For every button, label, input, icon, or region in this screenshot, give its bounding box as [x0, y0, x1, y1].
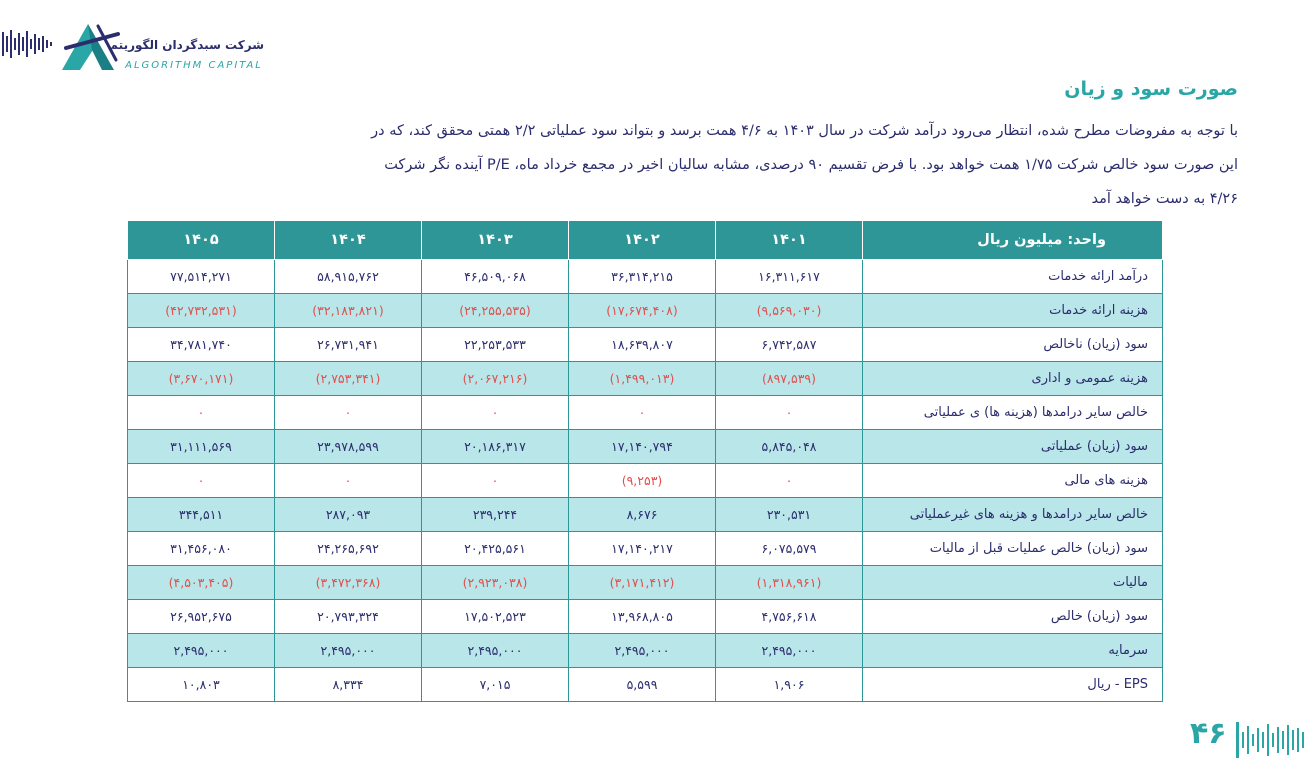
table-cell: ۱,۹۰۶ — [716, 668, 863, 702]
row-label: سود (زیان) عملیاتی — [863, 430, 1163, 464]
row-label: هزینه ارائه خدمات — [863, 294, 1163, 328]
table-cell: ۲,۴۹۵,۰۰۰ — [422, 634, 569, 668]
table-cell: (۲,۰۶۷,۲۱۶) — [422, 362, 569, 396]
table-cell: ۳۱,۱۱۱,۵۶۹ — [128, 430, 275, 464]
table-cell: (۲۴,۲۵۵,۵۳۵) — [422, 294, 569, 328]
table-cell: (۳,۶۷۰,۱۷۱) — [128, 362, 275, 396]
row-label: خالص سایر درامدها (هزینه ها) ی عملیاتی — [863, 396, 1163, 430]
table-cell: ۴۶,۵۰۹,۰۶۸ — [422, 260, 569, 294]
waveform-bars-icon — [1236, 718, 1308, 762]
table-cell: ۲۶,۹۵۲,۶۷۵ — [128, 600, 275, 634]
table-cell: ۲۰,۱۸۶,۳۱۷ — [422, 430, 569, 464]
table-cell: ۲۶,۷۳۱,۹۴۱ — [275, 328, 422, 362]
table-cell: ۴,۷۵۶,۶۱۸ — [716, 600, 863, 634]
table-cell: (۸۹۷,۵۳۹) — [716, 362, 863, 396]
table-cell: ۰ — [275, 464, 422, 498]
table-row — [128, 464, 1163, 498]
table-cell: ۵,۵۹۹ — [569, 668, 716, 702]
table-cell: ۲۴,۲۶۵,۶۹۲ — [275, 532, 422, 566]
table-cell: ۲۰,۴۲۵,۵۶۱ — [422, 532, 569, 566]
table-cell: (۱,۳۱۸,۹۶۱) — [716, 566, 863, 600]
table-row — [128, 396, 1163, 430]
row-label: خالص سایر درامدها و هزینه های غیرعملیاتی — [863, 498, 1163, 532]
year-header: ۱۴۰۳ — [422, 221, 569, 260]
year-header: ۱۴۰۱ — [716, 221, 863, 260]
logo-name-en: ALGORITHM CAPITAL — [125, 60, 263, 71]
table-cell: ۲,۴۹۵,۰۰۰ — [275, 634, 422, 668]
table-cell: ۲۳,۹۷۸,۵۹۹ — [275, 430, 422, 464]
row-label: هزینه عمومی و اداری — [863, 362, 1163, 396]
table-row — [128, 362, 1163, 396]
table-cell: ۰ — [422, 396, 569, 430]
year-header: ۱۴۰۴ — [275, 221, 422, 260]
table-row — [128, 668, 1163, 702]
table-cell: ۳۴۴,۵۱۱ — [128, 498, 275, 532]
table-cell: ۲۳۰,۵۳۱ — [716, 498, 863, 532]
table-cell: ۶,۷۴۲,۵۸۷ — [716, 328, 863, 362]
table-cell: ۱۶,۳۱۱,۶۱۷ — [716, 260, 863, 294]
table-cell: ۵,۸۴۵,۰۴۸ — [716, 430, 863, 464]
table-cell: ۳۱,۴۵۶,۰۸۰ — [128, 532, 275, 566]
table-cell: (۴,۵۰۳,۴۰۵) — [128, 566, 275, 600]
table-cell: ۲۳۹,۲۴۴ — [422, 498, 569, 532]
table-cell: (۳,۴۷۲,۳۶۸) — [275, 566, 422, 600]
table-row — [128, 498, 1163, 532]
table-cell: ۰ — [716, 464, 863, 498]
table-cell: ۲۰,۷۹۳,۳۲۴ — [275, 600, 422, 634]
row-label: سود (زیان) خالص عملیات قبل از مالیات — [863, 532, 1163, 566]
table-cell: ۱۷,۱۴۰,۷۹۴ — [569, 430, 716, 464]
table-row — [128, 600, 1163, 634]
table-cell: ۶,۰۷۵,۵۷۹ — [716, 532, 863, 566]
table-cell: ۰ — [128, 396, 275, 430]
table-header-row — [128, 221, 1163, 260]
table-row — [128, 566, 1163, 600]
unit-header: واحد: میلیون ریال — [863, 221, 1163, 260]
table-cell: (۱۷,۶۷۴,۴۰۸) — [569, 294, 716, 328]
table-cell: ۸,۶۷۶ — [569, 498, 716, 532]
table-cell: ۳۴,۷۸۱,۷۴۰ — [128, 328, 275, 362]
table-row — [128, 260, 1163, 294]
table-cell: (۹,۲۵۳) — [569, 464, 716, 498]
table-cell: ۱۰,۸۰۳ — [128, 668, 275, 702]
intro-paragraph — [52, 114, 1238, 216]
table-cell: ۱۸,۶۳۹,۸۰۷ — [569, 328, 716, 362]
table-cell: ۰ — [569, 396, 716, 430]
paragraph-line: این صورت سود خالص شرکت ۱/۷۵ همت خواهد بود. با فرض تقسیم ۹۰ درصدی، مشابه سالیان اخیر در مجمع خرداد ماه، P/E آینده نگر شرکت — [384, 157, 1238, 173]
table-cell: ۲,۴۹۵,۰۰۰ — [128, 634, 275, 668]
table-cell: (۲,۷۵۳,۳۴۱) — [275, 362, 422, 396]
row-label: سود (زیان) ناخالص — [863, 328, 1163, 362]
table-cell: ۰ — [716, 396, 863, 430]
table-cell: ۰ — [275, 396, 422, 430]
logo-name-fa: شرکت سبدگردان الگوریتم — [109, 38, 264, 52]
table-row — [128, 634, 1163, 668]
table-cell: ۳۶,۳۱۴,۲۱۵ — [569, 260, 716, 294]
table-cell: (۱,۴۹۹,۰۱۳) — [569, 362, 716, 396]
table-cell: ۱۳,۹۶۸,۸۰۵ — [569, 600, 716, 634]
table-row — [128, 430, 1163, 464]
paragraph-line: ۴/۲۶ به دست خواهد آمد — [1091, 191, 1238, 207]
table-cell: ۱۷,۵۰۲,۵۲۳ — [422, 600, 569, 634]
page-number: ۴۶ — [1190, 716, 1227, 751]
table-cell: ۰ — [128, 464, 275, 498]
table-cell: (۳,۱۷۱,۴۱۲) — [569, 566, 716, 600]
table-cell: ۲,۴۹۵,۰۰۰ — [569, 634, 716, 668]
row-label: EPS - ریال — [863, 668, 1163, 702]
table-cell: ۰ — [422, 464, 569, 498]
row-label: درآمد ارائه خدمات — [863, 260, 1163, 294]
row-label: سود (زیان) خالص — [863, 600, 1163, 634]
table-cell: ۵۸,۹۱۵,۷۶۲ — [275, 260, 422, 294]
table-cell: ۲۸۷,۰۹۳ — [275, 498, 422, 532]
table-cell: ۱۷,۱۴۰,۲۱۷ — [569, 532, 716, 566]
table-row — [128, 294, 1163, 328]
table-cell: ۷۷,۵۱۴,۲۷۱ — [128, 260, 275, 294]
logo-waveform-icon — [2, 24, 58, 64]
income-statement-table — [127, 220, 1163, 702]
table-cell: (۳۲,۱۸۳,۸۲۱) — [275, 294, 422, 328]
row-label: هزینه های مالی — [863, 464, 1163, 498]
row-label: سرمایه — [863, 634, 1163, 668]
paragraph-line: با توجه به مفروضات مطرح شده، انتظار می‌رود درآمد شرکت در سال ۱۴۰۳ به ۴/۶ همت برسد و بتواند سود عملیاتی ۲/۲ همتی محقق کند، که در — [371, 123, 1238, 139]
table-cell: (۴۲,۷۳۲,۵۳۱) — [128, 294, 275, 328]
table-cell: ۷,۰۱۵ — [422, 668, 569, 702]
table-cell: ۸,۳۳۴ — [275, 668, 422, 702]
table-cell: (۹,۵۶۹,۰۳۰) — [716, 294, 863, 328]
year-header: ۱۴۰۵ — [128, 221, 275, 260]
table-cell: ۲۲,۲۵۳,۵۳۳ — [422, 328, 569, 362]
table-row — [128, 532, 1163, 566]
table-cell: ۲,۴۹۵,۰۰۰ — [716, 634, 863, 668]
section-heading: صورت سود و زیان — [1064, 78, 1238, 100]
table-cell: (۲,۹۲۳,۰۳۸) — [422, 566, 569, 600]
table-row — [128, 328, 1163, 362]
row-label: مالیات — [863, 566, 1163, 600]
year-header: ۱۴۰۲ — [569, 221, 716, 260]
